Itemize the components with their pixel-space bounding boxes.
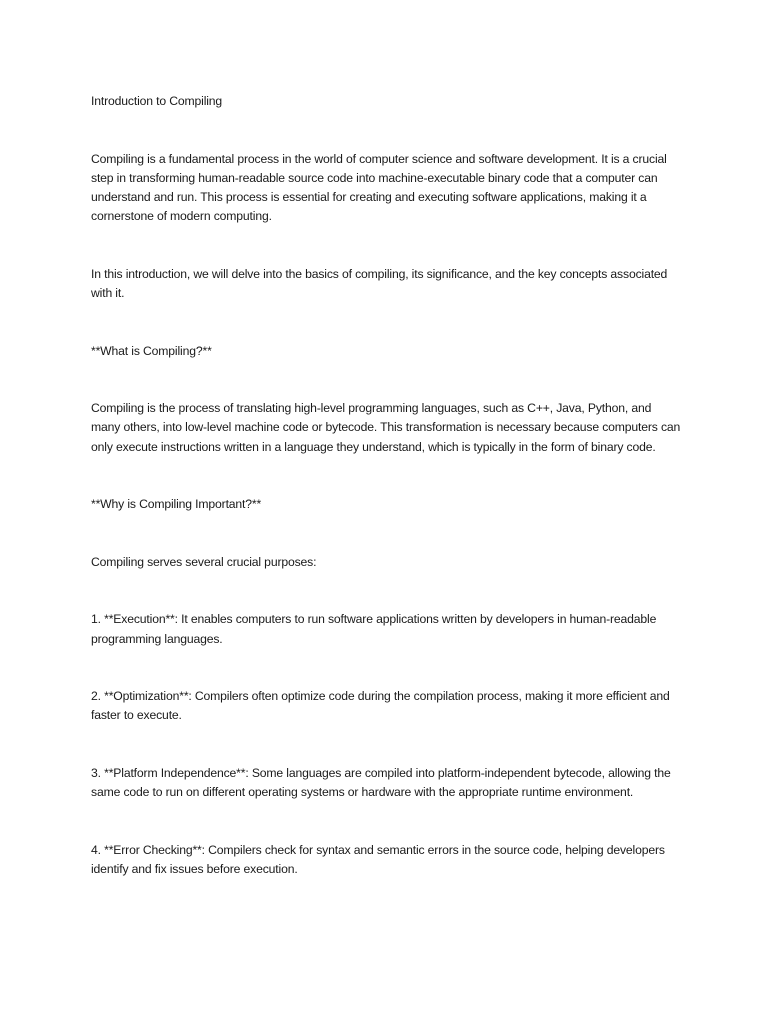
section-heading-what-is-compiling: **What is Compiling?** <box>91 343 212 358</box>
document-title: Introduction to Compiling <box>91 94 223 108</box>
purposes-lead-paragraph: Compiling serves several crucial purposes: <box>91 554 317 569</box>
document-page <box>91 92 681 918</box>
list-item-error-checking: 4. **Error Checking**: Compilers check for syntax and semantic errors in the source code, helping developers identify and fix issues before execution. <box>91 842 665 876</box>
list-item-execution: 1. **Execution**: It enables computers to run software applications written by developers in human-readable programming languages. <box>91 612 657 646</box>
intro-paragraph: Compiling is a fundamental process in the world of computer science and software development. It is a crucial step in transforming human-readable source code into machine-executable binary code that a computer can understand and run. This process is essential for creating and executing software applications, making it a cornerstone of modern computing. <box>91 151 667 224</box>
section-heading-why-important: **Why is Compiling Important?** <box>91 497 262 512</box>
list-item-platform-independence: 3. **Platform Independence**: Some languages are compiled into platform-independent bytecode, allowing the same code to run on different operating systems or hardware with the appropriate runtime environment. <box>91 765 671 800</box>
definition-paragraph: Compiling is the process of translating high-level programming languages, such as C++, Java, Python, and many others, into low-level machine code or bytecode. This transformation is necessary because computers can only execute instructions written in a language they understand, which is typically in the form of binary code. <box>91 401 681 454</box>
list-item-optimization: 2. **Optimization**: Compilers often optimize code during the compilation process, making it more efficient and faster to execute. <box>91 689 670 723</box>
overview-paragraph: In this introduction, we will delve into the basics of compiling, its significance, and the key concepts associated with it. <box>91 266 668 300</box>
